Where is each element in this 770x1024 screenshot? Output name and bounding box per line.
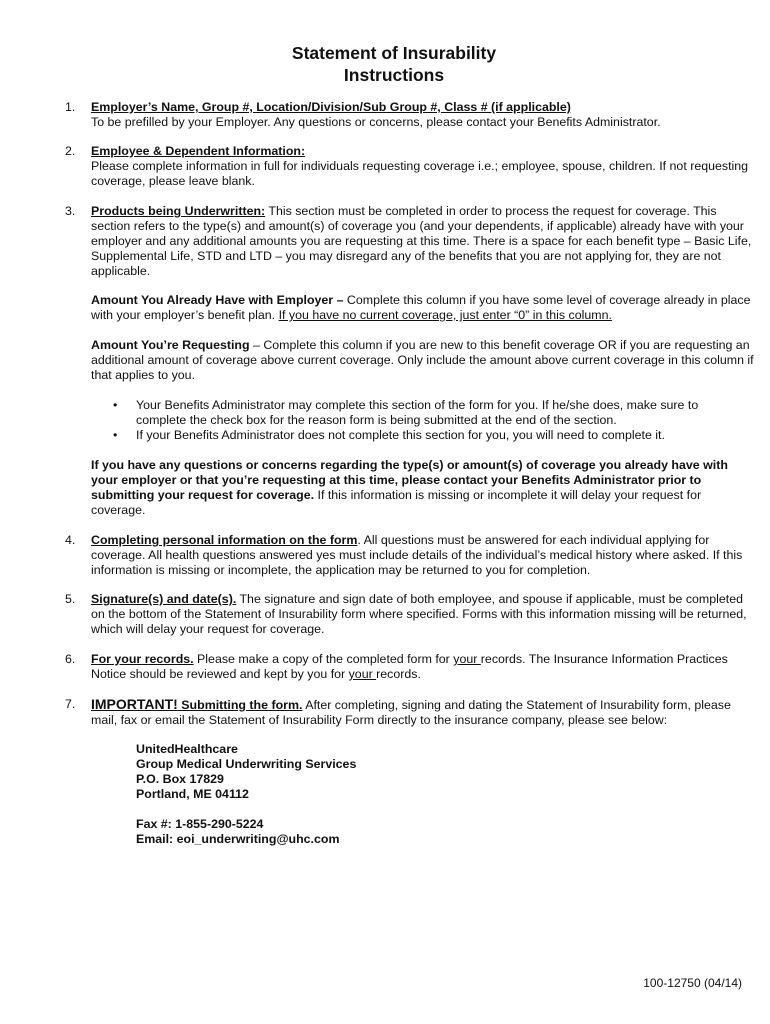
instruction-item-5	[65, 592, 755, 637]
amount-requesting-text: – Complete this column if you are new to this benefit coverage OR if you are requesting an additional amount of coverage above current coverage. Only include the amount above current coverage in this column if that applies to you.	[91, 338, 754, 382]
item-text: After completing, signing and dating the Statement of Insurability form, please mail, fax or email the Statement of Insurability Form directly to the insurance company, please see below:	[91, 698, 731, 727]
contact-email: Email: eoi_underwriting@uhc.com	[136, 832, 340, 846]
amount-have-paragraph	[91, 293, 757, 323]
item-text: This section must be completed in order to process the request for coverage. This section refers to the type(s) and amount(s) of coverage you (and your dependents, if applicable) already have with your employer and any additional amounts you are requesting at this time. There is a space for each benefit type – Basic Life, Supplemental Life, STD and LTD – you may disregard any of the benefits that you are not applying for, they are not applicable.	[91, 204, 752, 278]
item-text: To be prefilled by your Employer. Any questions or concerns, please contact your Benefits Administrator.	[91, 115, 661, 129]
amount-have-label: Amount You Already Have with Employer –	[91, 293, 344, 307]
item-text: The signature and sign date of both employee, and spouse if applicable, must be completed on the bottom of the Statement of Insurability form where specified. Forms with this information missing will be returned, which will delay your request for coverage.	[91, 592, 747, 636]
item-heading: Products being Underwritten:	[91, 204, 266, 218]
item-heading: For your records.	[91, 652, 194, 666]
title-line-2: Instructions	[343, 65, 445, 85]
warning-text: If this information is missing or incomplete it will delay your request for coverage.	[91, 488, 702, 517]
amount-have-note: If you have no current coverage, just enter “0” in this column.	[278, 308, 612, 322]
list-item	[110, 428, 710, 443]
warning-bold: If you have any questions or concerns regarding the type(s) or amount(s) of coverage you already have with your employer or that you’re requesting at this time, please contact your Benefits Administrator prior to submitting your request for coverage.	[91, 458, 728, 502]
item-number: 3.	[65, 204, 76, 218]
item-number: 5.	[65, 592, 76, 606]
list-item	[110, 398, 710, 428]
address-company: UnitedHealthcare	[136, 742, 238, 756]
important-label: IMPORTANT!	[91, 696, 178, 712]
instruction-item-6	[65, 652, 755, 682]
instruction-item-2	[65, 144, 755, 189]
item-text: Please complete information in full for individuals requesting coverage i.e.; employee, spouse, children. If not requesting coverage, please leave blank.	[91, 159, 749, 188]
address-department: Group Medical Underwriting Services	[136, 757, 357, 771]
instruction-item-4	[65, 533, 755, 578]
item-emphasis: your	[348, 667, 377, 681]
contact-fax: Fax #: 1-855-290-5224	[136, 817, 264, 831]
item-number: 7.	[65, 697, 76, 711]
amount-have-text: Complete this column if you have some level of coverage already in place with your employer’s benefit plan.	[91, 293, 751, 322]
mailing-address	[136, 742, 356, 847]
instruction-item-1	[65, 100, 755, 130]
item-heading: Employee & Dependent Information:	[91, 144, 306, 158]
instruction-item-7	[65, 697, 755, 728]
item-emphasis: your	[453, 652, 481, 666]
bullet-text: If your Benefits Administrator does not complete this section for you, you will need to complete it.	[136, 428, 665, 442]
bullet-icon: •	[113, 428, 118, 442]
address-city: Portland, ME 04112	[136, 787, 249, 801]
item-heading: Signature(s) and date(s).	[91, 592, 237, 606]
item-text: . All questions must be answered for each individual applying for coverage. All health questions answered yes must include details of the individual’s medical history where asked. If this information is missing or incomplete, the application may be returned to you for completion.	[91, 533, 743, 577]
item-heading: Completing personal information on the form	[91, 533, 358, 547]
item-number: 2.	[65, 144, 76, 158]
document-title	[0, 42, 770, 86]
item-number: 6.	[65, 652, 76, 666]
bullet-list	[110, 398, 710, 443]
bullet-text: Your Benefits Administrator may complete this section of the form for you. If he/she does, make sure to complete the check box for the reason form is being submitted at the end of the section.	[136, 398, 699, 427]
item-text: records. The Insurance Information Practices Notice should be reviewed and kept by you for	[91, 652, 728, 681]
item-text: records.	[376, 667, 421, 681]
warning-paragraph	[91, 458, 757, 518]
amount-requesting-label: Amount You’re Requesting	[91, 338, 250, 352]
amount-requesting-paragraph	[91, 338, 757, 383]
item-text: Please make a copy of the completed form for	[193, 652, 454, 666]
item-number: 1.	[65, 100, 76, 114]
item-heading: Submitting the form.	[177, 698, 303, 712]
instruction-item-3	[65, 204, 755, 279]
item-number: 4.	[65, 533, 76, 547]
form-number: 100-12750 (04/14)	[643, 976, 742, 990]
title-line-1: Statement of Insurability	[291, 43, 497, 63]
bullet-icon: •	[113, 398, 118, 412]
item-heading: Employer’s Name, Group #, Location/Division/Sub Group #, Class # (if applicable)	[91, 100, 571, 114]
address-po-box: P.O. Box 17829	[136, 772, 224, 786]
